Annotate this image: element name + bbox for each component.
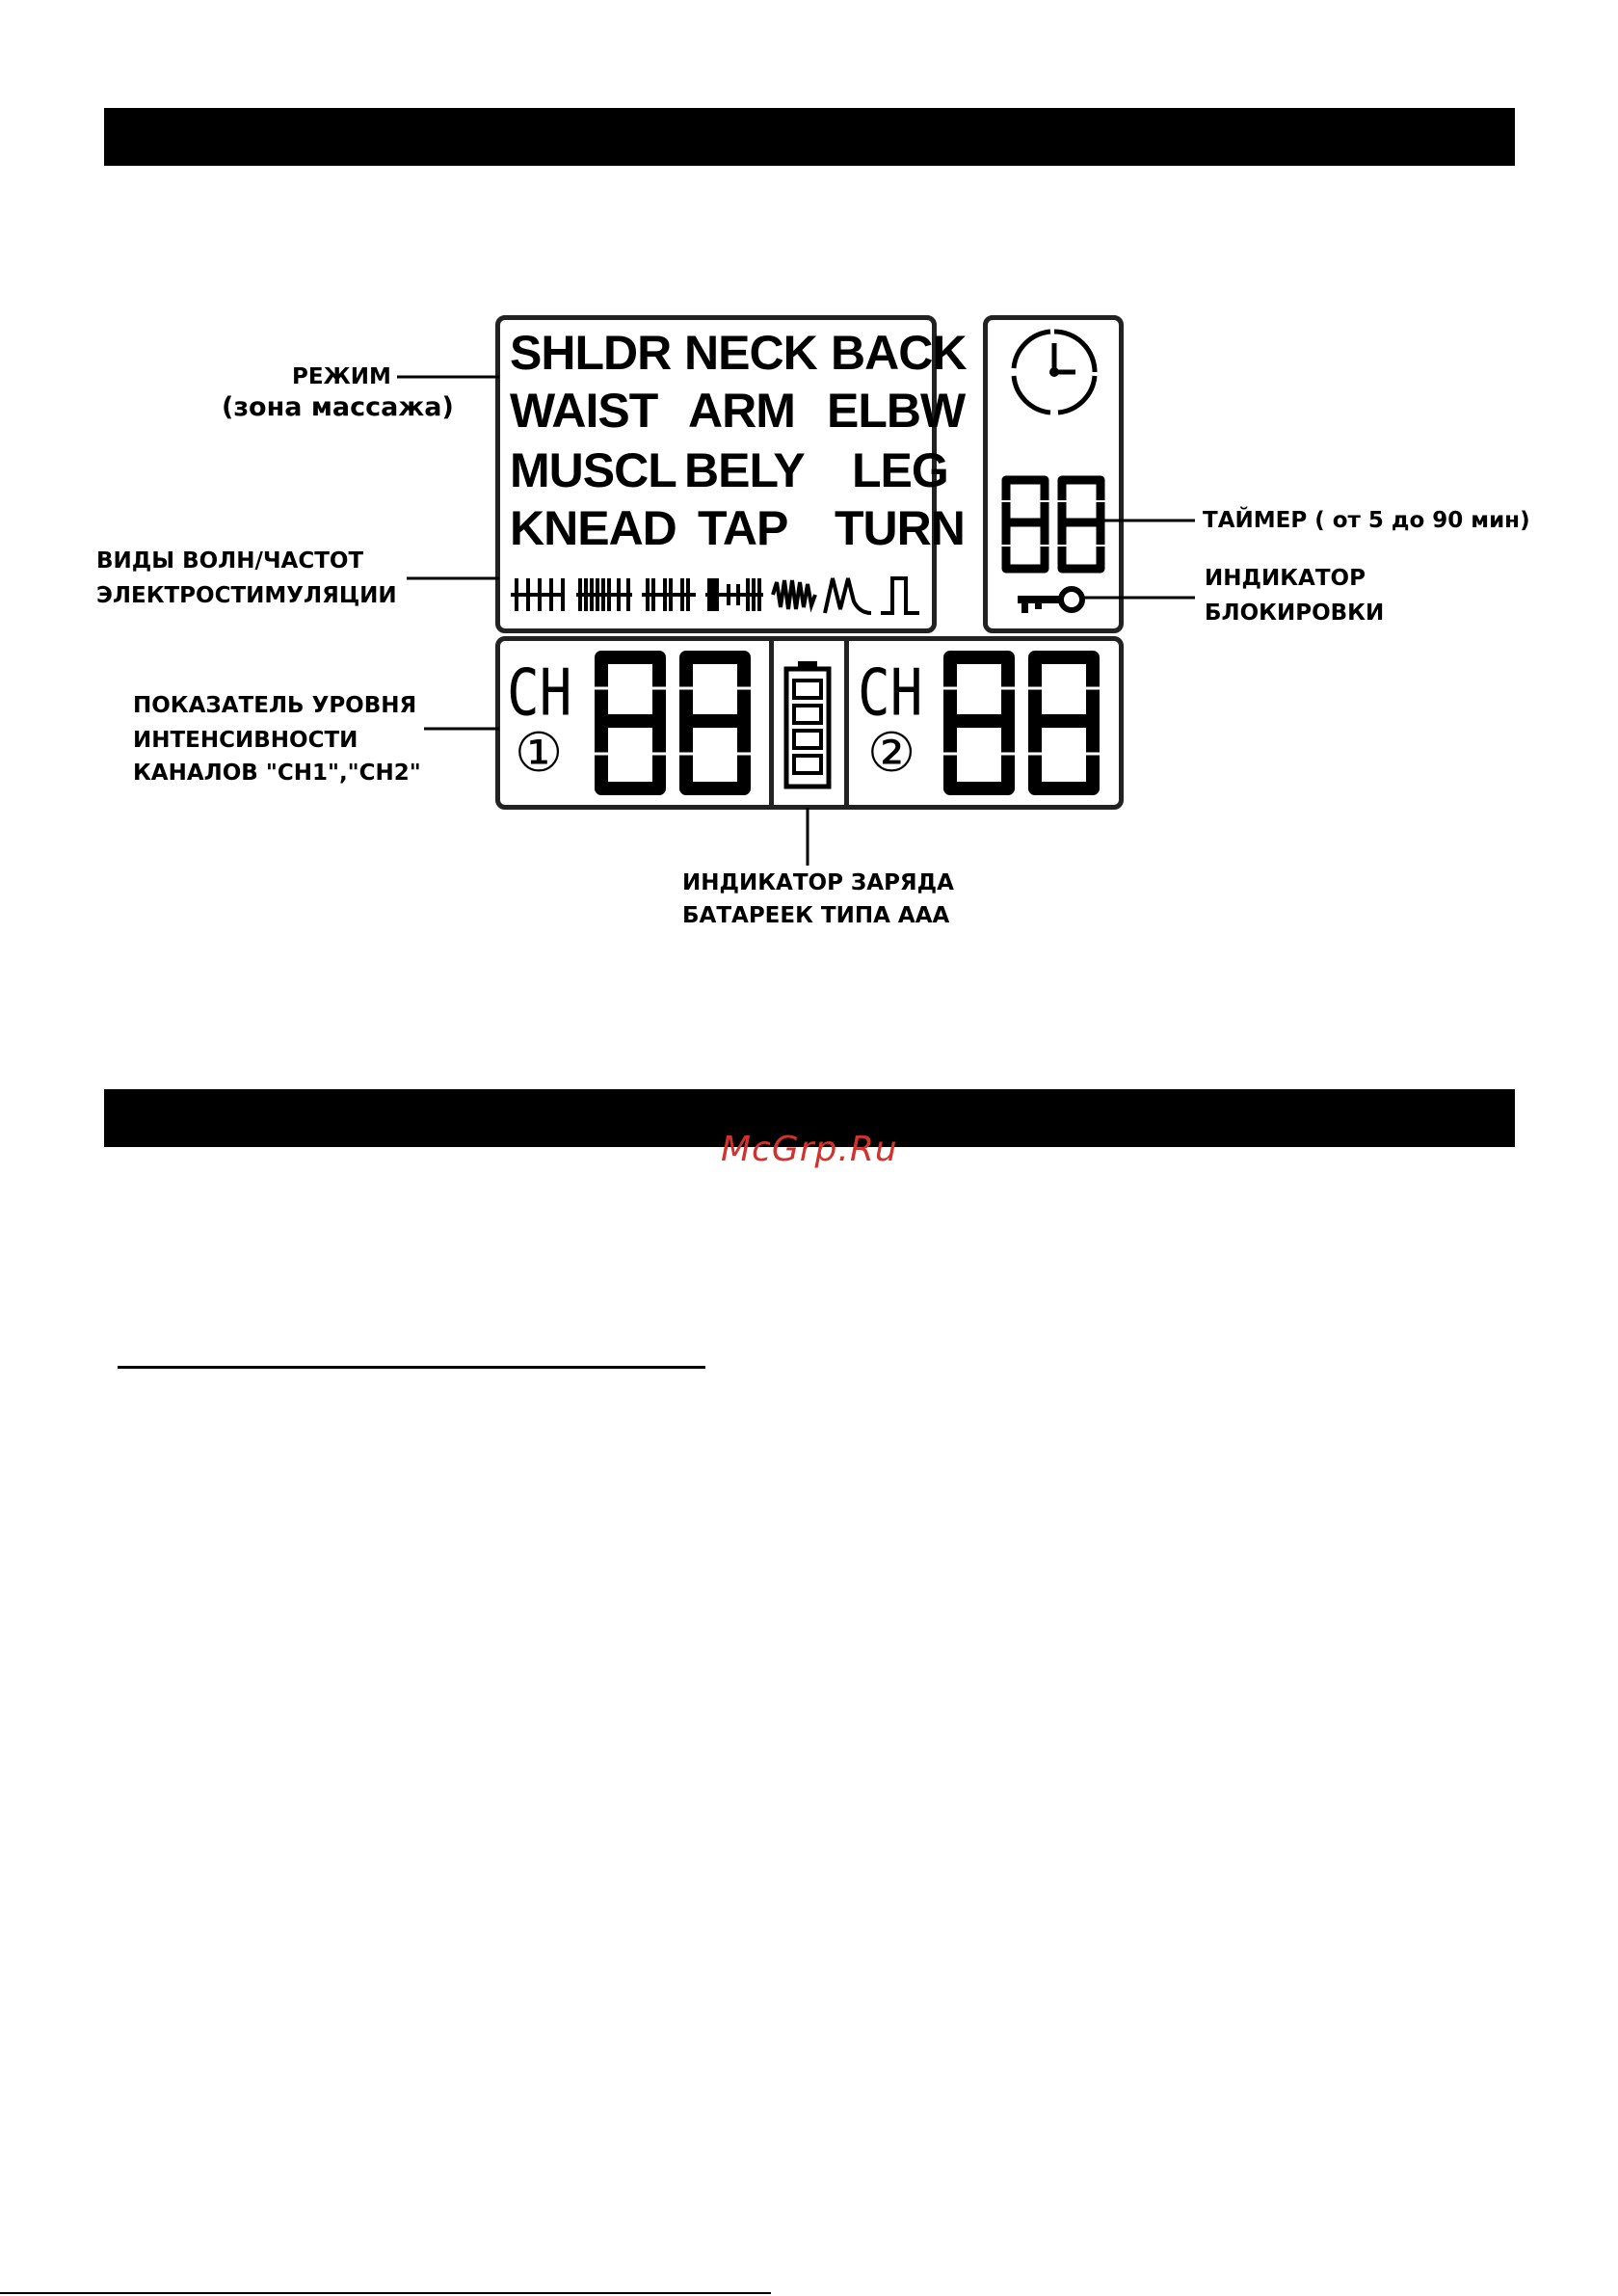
callout-waves: ВИДЫ ВОЛН/ЧАСТОТ <box>96 548 364 574</box>
mode-neck: NECK <box>684 326 817 380</box>
callout-lines <box>0 0 1618 964</box>
mode-shldr: SHLDR <box>510 326 672 380</box>
callout-level-3: КАНАЛОВ "CH1","CH2" <box>133 761 421 786</box>
ch1-label: CH <box>507 655 572 732</box>
footer-rule <box>0 2292 771 2294</box>
mode-tap: TAP <box>698 501 788 555</box>
ch1-number: ① <box>515 722 564 785</box>
mode-waist: WAIST <box>510 384 658 438</box>
callout-mode-sub: (зона массажа) <box>222 392 454 422</box>
mode-leg: LEG <box>852 443 948 497</box>
mode-back: BACK <box>831 326 967 380</box>
ch2-label: CH <box>858 655 923 732</box>
callout-lock-2: БЛОКИРОВКИ <box>1205 601 1385 626</box>
callout-level-2: ИНТЕНСИВНОСТИ <box>133 728 358 753</box>
ch2-number: ② <box>867 722 916 785</box>
callout-mode: РЕЖИМ <box>292 364 391 389</box>
mode-muscl: MUSCL <box>510 443 676 497</box>
watermark: McGrp.Ru <box>721 1130 898 1169</box>
underline-rule <box>118 1366 705 1369</box>
callout-battery: ИНДИКАТОР ЗАРЯДА <box>682 870 954 895</box>
mode-bely: BELY <box>684 443 805 497</box>
callout-waves-2: ЭЛЕКТРОСТИМУЛЯЦИИ <box>96 583 397 608</box>
callout-battery-2: БАТАРЕЕК ТИПА ААА <box>682 903 950 928</box>
callout-lock: ИНДИКАТОР <box>1205 566 1366 591</box>
mode-arm: ARM <box>688 384 795 438</box>
mode-knead: KNEAD <box>510 501 676 555</box>
callout-timer: ТАЙМЕР ( от 5 до 90 мин) <box>1203 508 1530 533</box>
mode-elbw: ELBW <box>827 384 966 438</box>
mode-turn: TURN <box>835 501 965 555</box>
callout-level: ПОКАЗАТЕЛЬ УРОВНЯ <box>133 693 417 718</box>
